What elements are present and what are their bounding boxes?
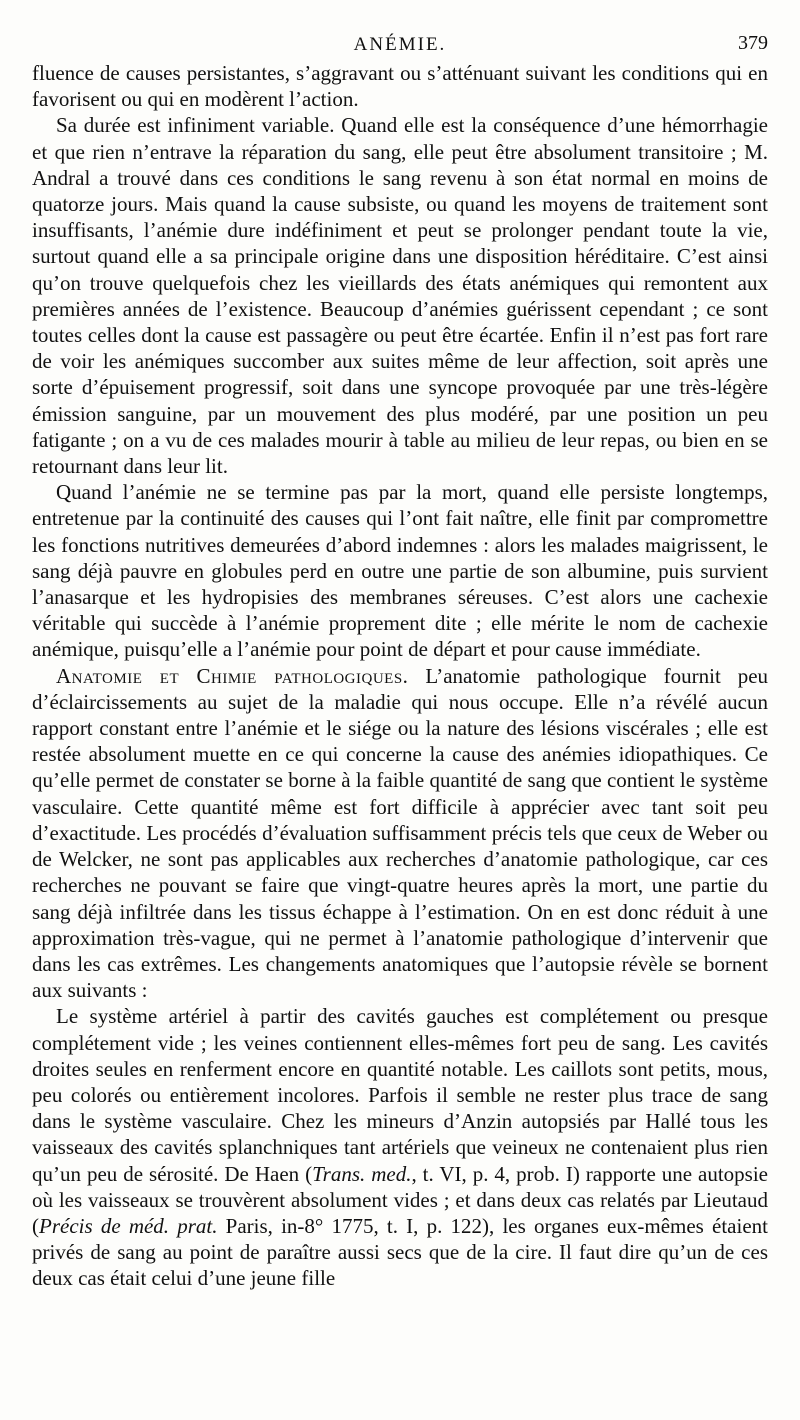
citation-title: Trans. med. bbox=[312, 1161, 412, 1186]
paragraph-anatomy bbox=[32, 663, 768, 1004]
paragraph-text-a: Le système artériel à partir des cavités gauches est complétement ou presque complétement vide ; les veines contiennent elles-mêmes fort peu de sang. Les cavités droites seules en renferment encore en quantité notable. Les caillots sont petits, mous, peu colorés ou entièrement incolores. Parfois il semble ne rester plus trace de sang dans le système vasculaire. Chez les mineurs d’Anzin autopsiés par Hallé tous les vaisseaux des cavités splanchniques tant artériels que veineux ne contenaient plus rien qu’un peu de sérosité. De Haen ( bbox=[32, 1004, 768, 1186]
paragraph-continuation: fluence de causes persistantes, s’aggravant ou s’atténuant suivant les conditions qui en favorisent ou qui en modèrent l’action. bbox=[32, 61, 768, 112]
citation-title: Précis de méd. prat. bbox=[39, 1213, 218, 1238]
page-number: 379 bbox=[738, 32, 768, 54]
paragraph-anatomy-text: L’anatomie pathologique fournit peu d’éclaircissements au sujet de la maladie qui nous occupe. Elle n’a révélé aucun rapport constant entre l’anémie et le siége ou la nature des lésions viscérales ; elle est restée absolument muette en ce qui concerne la cause des anémies idiopathiques. Ce qu’elle permet de constater se borne à la faible quantité de sang que contient le système vasculaire. Cette quantité même est fort difficile à apprécier avec tant soit peu d’exactitude. Les procédés d’évaluation suffisamment précis tels que ceux de Weber ou de Welcker, ne sont pas applicables aux recherches d’anatomie pathologique, car ces recherches ne pouvant se faire que vingt-quatre heures après la mort, une partie du sang déjà infiltrée dans les tissus échappe à l’estimation. On en est donc réduit à une approximation très-vague, qui ne permet à l’anatomie pathologique d’intervenir que dans les cas extrêmes. Les changements anatomiques que l’autopsie révèle se bornent aux suivants : bbox=[32, 663, 769, 1003]
paragraph-arterial-system bbox=[32, 1003, 768, 1291]
running-header bbox=[32, 30, 768, 60]
running-title: ANÉMIE. bbox=[353, 34, 447, 55]
paragraph-duration: Sa durée est infiniment variable. Quand elle est la conséquence d’une hémorrhagie et que rien n’entrave la réparation du sang, elle peut être absolument transitoire ; M. Andral a trouvé dans ces conditions le sang revenu à son état normal en moins de quatorze jours. Mais quand la cause subsiste, ou quand les moyens de traitement sont insuffisants, l’anémie dure indéfiniment et peut se prolonger pendant toute la vie, surtout quand elle a sa principale origine dans une disposition héréditaire. C’est ainsi qu’on trouve quelquefois chez les vieillards des états anémiques qui remontent aux premières années de l’existence. Beaucoup d’anémies guérissent cependant ; ce sont toutes celles dont la cause est passagère ou peut être écartée. Enfin il n’est pas fort rare de voir les anémiques succomber aux suites même de leur affection, soit après une sorte d’épuisement progressif, soit dans une syncope provoquée par une très-légère émission sanguine, par un mouvement des plus modéré, par une position un peu fatigante ; on a vu de ces malades mourir à table au milieu de leur repas, ou bien en se retournant dans leur lit. bbox=[32, 113, 768, 479]
section-heading: Anatomie et Chimie pathologiques. bbox=[56, 663, 409, 688]
body-text bbox=[32, 60, 768, 1292]
paragraph-text-c: Paris, in-8° 1775, t. I, p. 122), les organes eux-mêmes étaient privés de sang au point de paraître aussi secs que de la cire. Il faut dire qu’un de ces deux cas était celui d’une jeune fille bbox=[32, 1213, 768, 1291]
paragraph-cachexia: Quand l’anémie ne se termine pas par la mort, quand elle persiste longtemps, entretenue par la continuité des causes qui l’ont fait naître, elle finit par compromettre les fonctions nutritives demeurées d’abord indemnes : alors les malades maigrissent, le sang déjà pauvre en globules perd en outre une partie de son albumine, puis survient l’anasarque et les hydropisies des membranes séreuses. C’est alors une cachexie véritable qui succède à l’anémie proprement dite ; elle mérite le nom de cachexie anémique, puisqu’elle a l’anémie pour point de départ et pour cause immédiate. bbox=[32, 480, 768, 662]
paragraph-text-b: , t. VI, p. 4, prob. I) rapporte une autopsie où les vaisseaux se trouvèrent absolument vides ; et dans deux cas relatés par Lieutaud ( bbox=[32, 1161, 769, 1238]
